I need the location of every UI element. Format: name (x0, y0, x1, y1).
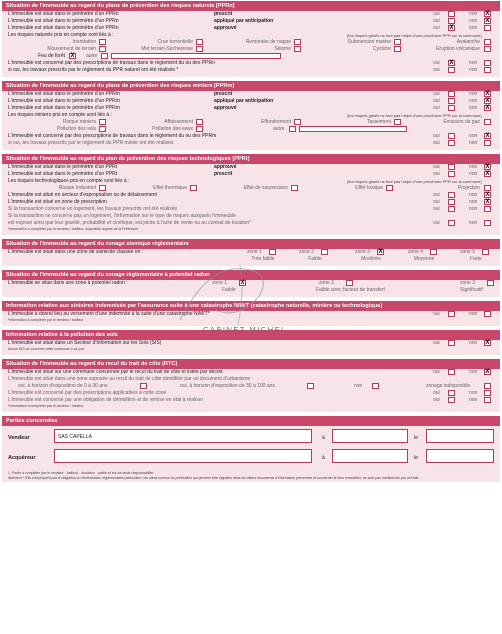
risk-label: Eruption volcanique (436, 46, 480, 52)
risk-row (2, 119, 500, 126)
note-row (2, 227, 500, 232)
zone-checkbox[interactable] (487, 280, 494, 286)
non-label: non (469, 171, 478, 177)
option-30-100: oui, à horizon d'exposition de 30 à 100 ans (180, 383, 275, 389)
non-checkbox[interactable]: X (485, 199, 490, 205)
le-label: le (414, 435, 418, 441)
oui-checkbox[interactable] (448, 11, 455, 17)
oui-checkbox[interactable]: X (449, 25, 454, 31)
oui-checkbox[interactable] (448, 91, 455, 97)
plan-row (2, 105, 500, 112)
zone-level: Forte (470, 256, 482, 262)
risk-checkbox[interactable] (484, 46, 491, 52)
risk-label: Remontée de nappe (245, 39, 291, 45)
risk-checkbox[interactable] (394, 46, 401, 52)
zone-label: zone 3 (355, 249, 371, 255)
oui-label: oui (433, 98, 440, 104)
plan-row (2, 164, 500, 171)
oui-label: oui (433, 18, 440, 24)
plan-status: prescrit (214, 11, 233, 17)
plan-row (2, 171, 500, 178)
section-title-pprm: Situation de l'immeuble au regard du plans de prévention des risques miniers [PPRm] (2, 81, 500, 91)
risks-note: (les risques grisés ne font pas l'objet d'une procédure PPR sur la commune) (347, 33, 482, 38)
question-row (2, 199, 500, 206)
autre-risk-field[interactable] (111, 53, 281, 59)
le-label: le (414, 455, 418, 461)
zone-checkbox[interactable] (269, 249, 276, 255)
option-non: non (354, 383, 363, 389)
section-sismique (2, 239, 500, 266)
footnote-2: Attention ! S'ils n'impliquent pas d'obligation ou d'interdiction réglementaire particulière, les aléas connus ou prévisibles qui peuvent être signalés dans les divers documents d'information préventive et concerner le bien immobilier, ne sont pas mentionnés par cet état. (8, 475, 420, 480)
oui-checkbox[interactable] (448, 220, 455, 226)
plan-row (2, 11, 500, 18)
section-rtc (2, 359, 500, 412)
risk-label: Feu de forêt (38, 53, 65, 59)
section-title-rtc: Situation de l'immeuble au regard du recul du trait de côte (RTC) (2, 359, 500, 369)
question-text: est exposé ainsi que leur gravité, probabilité et cinétique, est jointe à l'acte de vente ou au contrat de location* (8, 220, 252, 226)
zone-level: Significatif (460, 287, 483, 293)
section-title-sols: Information relative à la pollution des sols (2, 330, 500, 340)
oui-checkbox[interactable] (448, 98, 455, 104)
risk-label: Tassement (366, 119, 391, 125)
question-text: Si la transaction ne concerne pas un logement, l'information sur le type de risques auxquels l'immeuble (8, 213, 236, 219)
risk-checkbox[interactable] (294, 46, 301, 52)
non-label: non (469, 164, 478, 170)
non-checkbox[interactable]: X (485, 164, 490, 170)
section-pprm (2, 81, 500, 150)
section-title-pprt: Situation de l'immeuble au regard du plan de prévention des risques technologiques [PPRt] (2, 154, 500, 164)
non-checkbox[interactable] (484, 140, 491, 146)
non-label: non (469, 199, 478, 205)
plan-status: appliqué par anticipation (214, 18, 274, 24)
non-checkbox[interactable]: X (485, 192, 490, 198)
question-row (2, 133, 500, 140)
risk-label: Avalanche (456, 39, 480, 45)
oui-checkbox[interactable] (448, 171, 455, 177)
vendeur-field[interactable]: SAS CAPELLA (54, 429, 312, 443)
plan-row (2, 98, 500, 105)
oui-checkbox[interactable] (448, 311, 455, 317)
acquereur-label: Acquéreur (8, 455, 36, 461)
non-checkbox[interactable] (484, 390, 491, 396)
zone-level: Très faible (251, 256, 275, 262)
zone-checkbox[interactable] (482, 249, 489, 255)
zone-level: Faible avec facteur de transfert (316, 287, 385, 293)
risk-label: Projection (457, 185, 480, 191)
risks-note: (les risques grisés ne font pas l'objet d'une procédure PPR sur la commune) (347, 179, 482, 184)
oui-checkbox[interactable] (448, 340, 455, 346)
a-label: à (322, 455, 325, 461)
zone-label: zone 3 (460, 280, 476, 286)
non-label: non (469, 18, 478, 24)
risk-label: Mvt terrain-Sécheresse (141, 46, 193, 52)
zone-checkbox[interactable] (346, 280, 353, 286)
exposure-options-row (2, 383, 500, 390)
question-text: Si la transaction concerne un logement, les travaux prescrits ont été réalisés (8, 206, 177, 212)
oui-label: oui (433, 164, 440, 170)
oui-label: oui (433, 105, 440, 111)
risk-checkbox[interactable] (196, 119, 203, 125)
info-note: Aucun SIS ne concerne cette commune à ce jour (8, 347, 85, 351)
vendeur-row (2, 429, 500, 449)
risk-label: Effet de surpression (243, 185, 288, 191)
risk-checkbox[interactable] (484, 119, 491, 125)
question-text: si oui, les travaux prescrits par le règlement du PPR minier ont été réalisés (8, 140, 174, 146)
acquereur-date-field[interactable] (426, 449, 494, 463)
question-row (2, 140, 500, 147)
plan-status: appliqué par anticipation (214, 98, 274, 104)
non-checkbox[interactable]: X (485, 340, 490, 346)
zone-checkbox[interactable] (430, 249, 437, 255)
section-parties (2, 416, 500, 482)
question-row (2, 311, 500, 318)
oui-label: oui (433, 369, 440, 375)
risks-label: Les risques naturels pris en compte sont liés à : (8, 32, 114, 38)
plan-row (2, 25, 500, 32)
risk-checkbox[interactable] (99, 185, 106, 191)
risk-checkbox[interactable] (294, 119, 301, 125)
zone-row (2, 249, 500, 256)
option-0-30-checkbox[interactable] (140, 383, 147, 389)
zone-checkbox[interactable]: X (240, 280, 245, 286)
option-indisponible-checkbox[interactable] (484, 383, 491, 389)
risk-label: Effondrement (261, 119, 291, 125)
risk-row (2, 53, 500, 60)
risk-row (2, 46, 500, 53)
oui-label: oui (433, 220, 440, 226)
note-row (2, 347, 500, 352)
acquereur-row (2, 449, 500, 469)
risk-checkbox[interactable] (99, 39, 106, 45)
risk-checkbox[interactable] (196, 39, 203, 45)
non-checkbox[interactable]: X (485, 18, 490, 24)
a-label: à (322, 435, 325, 441)
erp-form-page (2, 1, 500, 486)
non-label: non (469, 369, 478, 375)
non-checkbox[interactable]: X (485, 133, 490, 139)
risk-label: Submersion marine (347, 39, 391, 45)
risk-label: Effet toxique (355, 185, 383, 191)
risk-row (2, 39, 500, 46)
risk-label: Pollution des sols (57, 126, 96, 132)
option-30-100-checkbox[interactable] (307, 383, 314, 389)
oui-checkbox[interactable] (448, 67, 455, 73)
oui-label: oui (433, 397, 440, 403)
question-row (2, 376, 500, 383)
risk-checkbox[interactable] (386, 185, 393, 191)
plan-status: approuvé (214, 164, 237, 170)
note-row (2, 404, 500, 409)
section-title-radon: Situation de l'immeuble au regard du zonage règlementaire à potentiel radon (2, 270, 500, 280)
section-pprt (2, 154, 500, 235)
question-text: L'immeuble est concerné par des prescriptions applicables à cette zone (8, 390, 167, 396)
non-label: non (469, 140, 478, 146)
plan-row-label: L'immeuble est situé dans le périmètre d'un PPRm (8, 98, 120, 104)
non-label: non (469, 133, 478, 139)
non-checkbox[interactable] (484, 220, 491, 226)
oui-label: oui (433, 140, 440, 146)
plan-row (2, 91, 500, 98)
oui-label: oui (433, 133, 440, 139)
plan-row-label: L'immeuble est situé dans le périmètre d'un PPRt (8, 164, 118, 170)
zone-checkbox[interactable]: X (378, 249, 383, 255)
risk-label: autre (86, 53, 98, 59)
question-text: L'immeuble est concerné par une obligation de démolition et de remise en état à réaliser (8, 397, 204, 403)
oui-checkbox[interactable] (448, 133, 455, 139)
risk-label: autre (273, 126, 285, 132)
risk-row (2, 126, 500, 133)
non-label: non (469, 60, 478, 66)
zone-label: zone 1 (212, 280, 228, 286)
oui-label: oui (433, 60, 440, 66)
non-label: non (469, 91, 478, 97)
oui-checkbox[interactable] (448, 397, 455, 403)
zone-level: Modérée (361, 256, 381, 262)
question-row (2, 67, 500, 74)
non-label: non (469, 105, 478, 111)
zone-level: Faible (308, 256, 322, 262)
oui-label: oui (433, 206, 440, 212)
oui-label: oui (433, 11, 440, 17)
plan-row-label: L'immeuble est situé dans le périmètre d'un PPRm (8, 91, 120, 97)
risk-label: Crue torrentielle (157, 39, 193, 45)
non-checkbox[interactable] (484, 67, 491, 73)
option-non-checkbox[interactable] (372, 383, 379, 389)
non-checkbox[interactable]: X (485, 105, 490, 111)
risk-checkbox[interactable] (99, 46, 106, 52)
oui-label: oui (433, 25, 440, 31)
acquereur-field[interactable] (54, 449, 312, 463)
risk-checkbox[interactable] (196, 46, 203, 52)
acquereur-place-field[interactable] (332, 449, 408, 463)
risks-label-row (2, 32, 500, 39)
non-label: non (469, 25, 478, 31)
non-checkbox[interactable]: X (485, 98, 490, 104)
zone-label: zone 2 (319, 280, 335, 286)
vendeur-date-field[interactable] (426, 429, 494, 443)
footnote-1: 1. Partie à compléter par le vendeur - bailleur - donateur - partie et sur sa seule responsabilité (8, 471, 154, 475)
zone-level-row (2, 256, 500, 263)
question-text: L'immeuble est situé en secteur d'expropriation ou de délaissement (8, 192, 157, 198)
non-checkbox[interactable]: X (485, 171, 490, 177)
risks-label-row (2, 112, 500, 119)
risk-label: Cyclone (372, 46, 391, 52)
risk-checkbox[interactable] (289, 126, 296, 132)
question-text: L'immeuble est situé sur une commune concernée par le recul du trait de côte et listée par décret (8, 369, 223, 375)
question-row (2, 390, 500, 397)
risk-checkbox[interactable] (484, 185, 491, 191)
option-0-30: oui, à horizon d'exposition de 0 à 30 ans (18, 383, 108, 389)
oui-checkbox[interactable] (448, 206, 455, 212)
zone-level-row (2, 287, 500, 294)
question-row (2, 206, 500, 213)
section-title-parties: Parties concernées (2, 416, 500, 426)
non-checkbox[interactable] (484, 206, 491, 212)
risk-label: Affaissement (164, 119, 193, 125)
oui-checkbox[interactable] (448, 18, 455, 24)
question-row (2, 213, 500, 220)
section-title-sinistres: Information relative aux sinistres indemnisés par l'assurance suite à une catastrophe N/M/T (catastrophe naturelle, minière ou technologique) (2, 301, 500, 311)
question-row (2, 192, 500, 199)
vendeur-label: Vendeur (8, 435, 30, 441)
question-text: L'immeuble est concerné par des prescriptions de travaux dans le règlement du ou des PPRm (8, 133, 217, 139)
autre-risk-field[interactable] (299, 126, 407, 132)
zone-label: zone 4 (408, 249, 424, 255)
question-text: L'immeuble est situé en zone de prescription (8, 199, 107, 205)
non-checkbox[interactable]: X (485, 11, 490, 17)
oui-checkbox[interactable] (448, 192, 455, 198)
oui-checkbox[interactable] (448, 369, 455, 375)
question-row (2, 60, 500, 67)
risk-checkbox[interactable] (484, 39, 491, 45)
oui-label: oui (433, 311, 440, 317)
zone-question: L'immeuble se situe dans une zone à potentiel radon : (8, 280, 128, 286)
non-checkbox[interactable] (484, 60, 491, 66)
non-label: non (469, 67, 478, 73)
oui-checkbox[interactable] (448, 164, 455, 170)
non-checkbox[interactable]: X (485, 91, 490, 97)
question-row (2, 220, 500, 227)
question-text: si oui, les travaux prescrits par le règlement du PPR naturel ont été réalisés * (8, 67, 179, 73)
zone-label: zone 1 (247, 249, 263, 255)
risk-label: Pollution des eaux (152, 126, 193, 132)
question-text: L'immeuble est concerné par des prescriptions de travaux dans le règlement du ou des PPRn (8, 60, 215, 66)
risk-label: Risque miniers (62, 119, 96, 125)
oui-label: oui (433, 340, 440, 346)
risk-checkbox[interactable] (394, 39, 401, 45)
non-label: non (469, 311, 478, 317)
section-title-pprn: Situation de l'immeuble au regard du plans de prévention des risques naturels [PPRn] (2, 1, 500, 11)
info-note: *information à compléter par le vendeur / bailleur (8, 404, 84, 408)
oui-label: oui (433, 67, 440, 73)
note-row (2, 318, 500, 323)
risk-label: Mouvement de terrain (47, 46, 96, 52)
non-label: non (469, 206, 478, 212)
question-text: L'immeuble est situé dans un Secteur d'Information sur les Sols (SIS) (8, 340, 162, 346)
non-label: non (469, 11, 478, 17)
question-text: L'immeuble est situé dans une zone exposée au recul du trait de côte identifiée par un document d'urbanisme : (8, 376, 254, 382)
risk-checkbox[interactable] (196, 126, 203, 132)
zone-row (2, 280, 500, 287)
plan-status: approuvé (214, 105, 237, 111)
risk-label: Effet thermique (153, 185, 187, 191)
non-label: non (469, 192, 478, 198)
plan-row-label: L'immeuble est situé dans le périmètre d'un PPRt (8, 171, 118, 177)
section-title-sismique: Situation de l'immeuble au regard du zonage sismique règlementaire (2, 239, 500, 249)
risk-checkbox[interactable] (99, 126, 106, 132)
info-note: *information à compléter par le vendeur / bailleur, disponible auprès de la Préfecture (8, 227, 139, 231)
plan-status: prescrit (214, 171, 233, 177)
section-sinistres (2, 301, 500, 326)
risk-label: Emission de gaz (443, 119, 480, 125)
watermark-text: CABINET MICHEL (203, 325, 287, 334)
risk-checkbox[interactable] (394, 119, 401, 125)
zone-label: zone 5 (460, 249, 476, 255)
oui-checkbox[interactable]: X (449, 60, 454, 66)
zone-checkbox[interactable] (321, 249, 328, 255)
zone-level: Faible (222, 287, 236, 293)
risk-label: Séisme (274, 46, 291, 52)
non-checkbox[interactable]: X (485, 369, 490, 375)
section-radon (2, 270, 500, 297)
info-note: *information à compléter par le vendeur / bailleur (8, 318, 84, 322)
oui-label: oui (433, 171, 440, 177)
non-checkbox[interactable] (484, 311, 491, 317)
zone-level: Moyenne (413, 256, 435, 262)
non-label: non (469, 98, 478, 104)
question-row (2, 369, 500, 376)
section-pprn (2, 1, 500, 77)
risk-checkbox[interactable] (101, 53, 108, 59)
plan-row (2, 18, 500, 25)
plan-row-label: L'immeuble est situé dans le périmètre d'un PPRn (8, 11, 119, 17)
plan-row-label: L'immeuble est situé dans le périmètre d'un PPRn (8, 25, 119, 31)
non-checkbox[interactable] (484, 397, 491, 403)
plan-status: prescrit (214, 91, 233, 97)
question-row (2, 340, 500, 347)
risk-label: Inondation (72, 39, 96, 45)
oui-checkbox[interactable] (448, 199, 455, 205)
non-checkbox[interactable] (484, 25, 491, 31)
risk-checkbox[interactable] (190, 185, 197, 191)
question-row (2, 397, 500, 404)
plan-row-label: L'immeuble est situé dans le périmètre d'un PPRn (8, 18, 119, 24)
non-label: non (469, 397, 478, 403)
risk-checkbox[interactable] (294, 39, 301, 45)
oui-checkbox[interactable] (448, 140, 455, 146)
oui-checkbox[interactable] (448, 105, 455, 111)
question-text: L'immeuble a donné lieu au versement d'une indemnité à la suite d'une catastrophe N/M/T* (8, 311, 210, 317)
oui-label: oui (433, 390, 440, 396)
risks-label: Les risques technologiques pris en compte sont liés à : (8, 178, 130, 184)
non-label: non (469, 390, 478, 396)
risks-label: Les risques miniers pris en compte sont liés à : (8, 112, 112, 118)
plan-status: approuvé (214, 25, 237, 31)
option-indisponible: zonage indisponible (426, 383, 471, 389)
vendeur-place-field[interactable] (332, 429, 408, 443)
zone-label: zone 2 (299, 249, 315, 255)
plan-row-label: L'immeuble est situé dans le périmètre d'un PPRm (8, 105, 120, 111)
oui-label: oui (433, 91, 440, 97)
risk-row (2, 185, 500, 192)
zone-question: L'immeuble est situé dans une zone de sismicité classée en : (8, 249, 144, 255)
risks-note: (les risques grisés ne font pas l'objet d'une procédure PPR sur la commune) (347, 113, 482, 118)
non-label: non (469, 220, 478, 226)
oui-label: oui (433, 199, 440, 205)
oui-checkbox[interactable] (448, 390, 455, 396)
risk-checkbox[interactable] (99, 119, 106, 125)
risk-checkbox[interactable]: X (70, 53, 75, 59)
non-label: non (469, 340, 478, 346)
risks-label-row (2, 178, 500, 185)
risk-label: Risque Industriel (58, 185, 96, 191)
oui-label: oui (433, 192, 440, 198)
risk-checkbox[interactable] (291, 185, 298, 191)
